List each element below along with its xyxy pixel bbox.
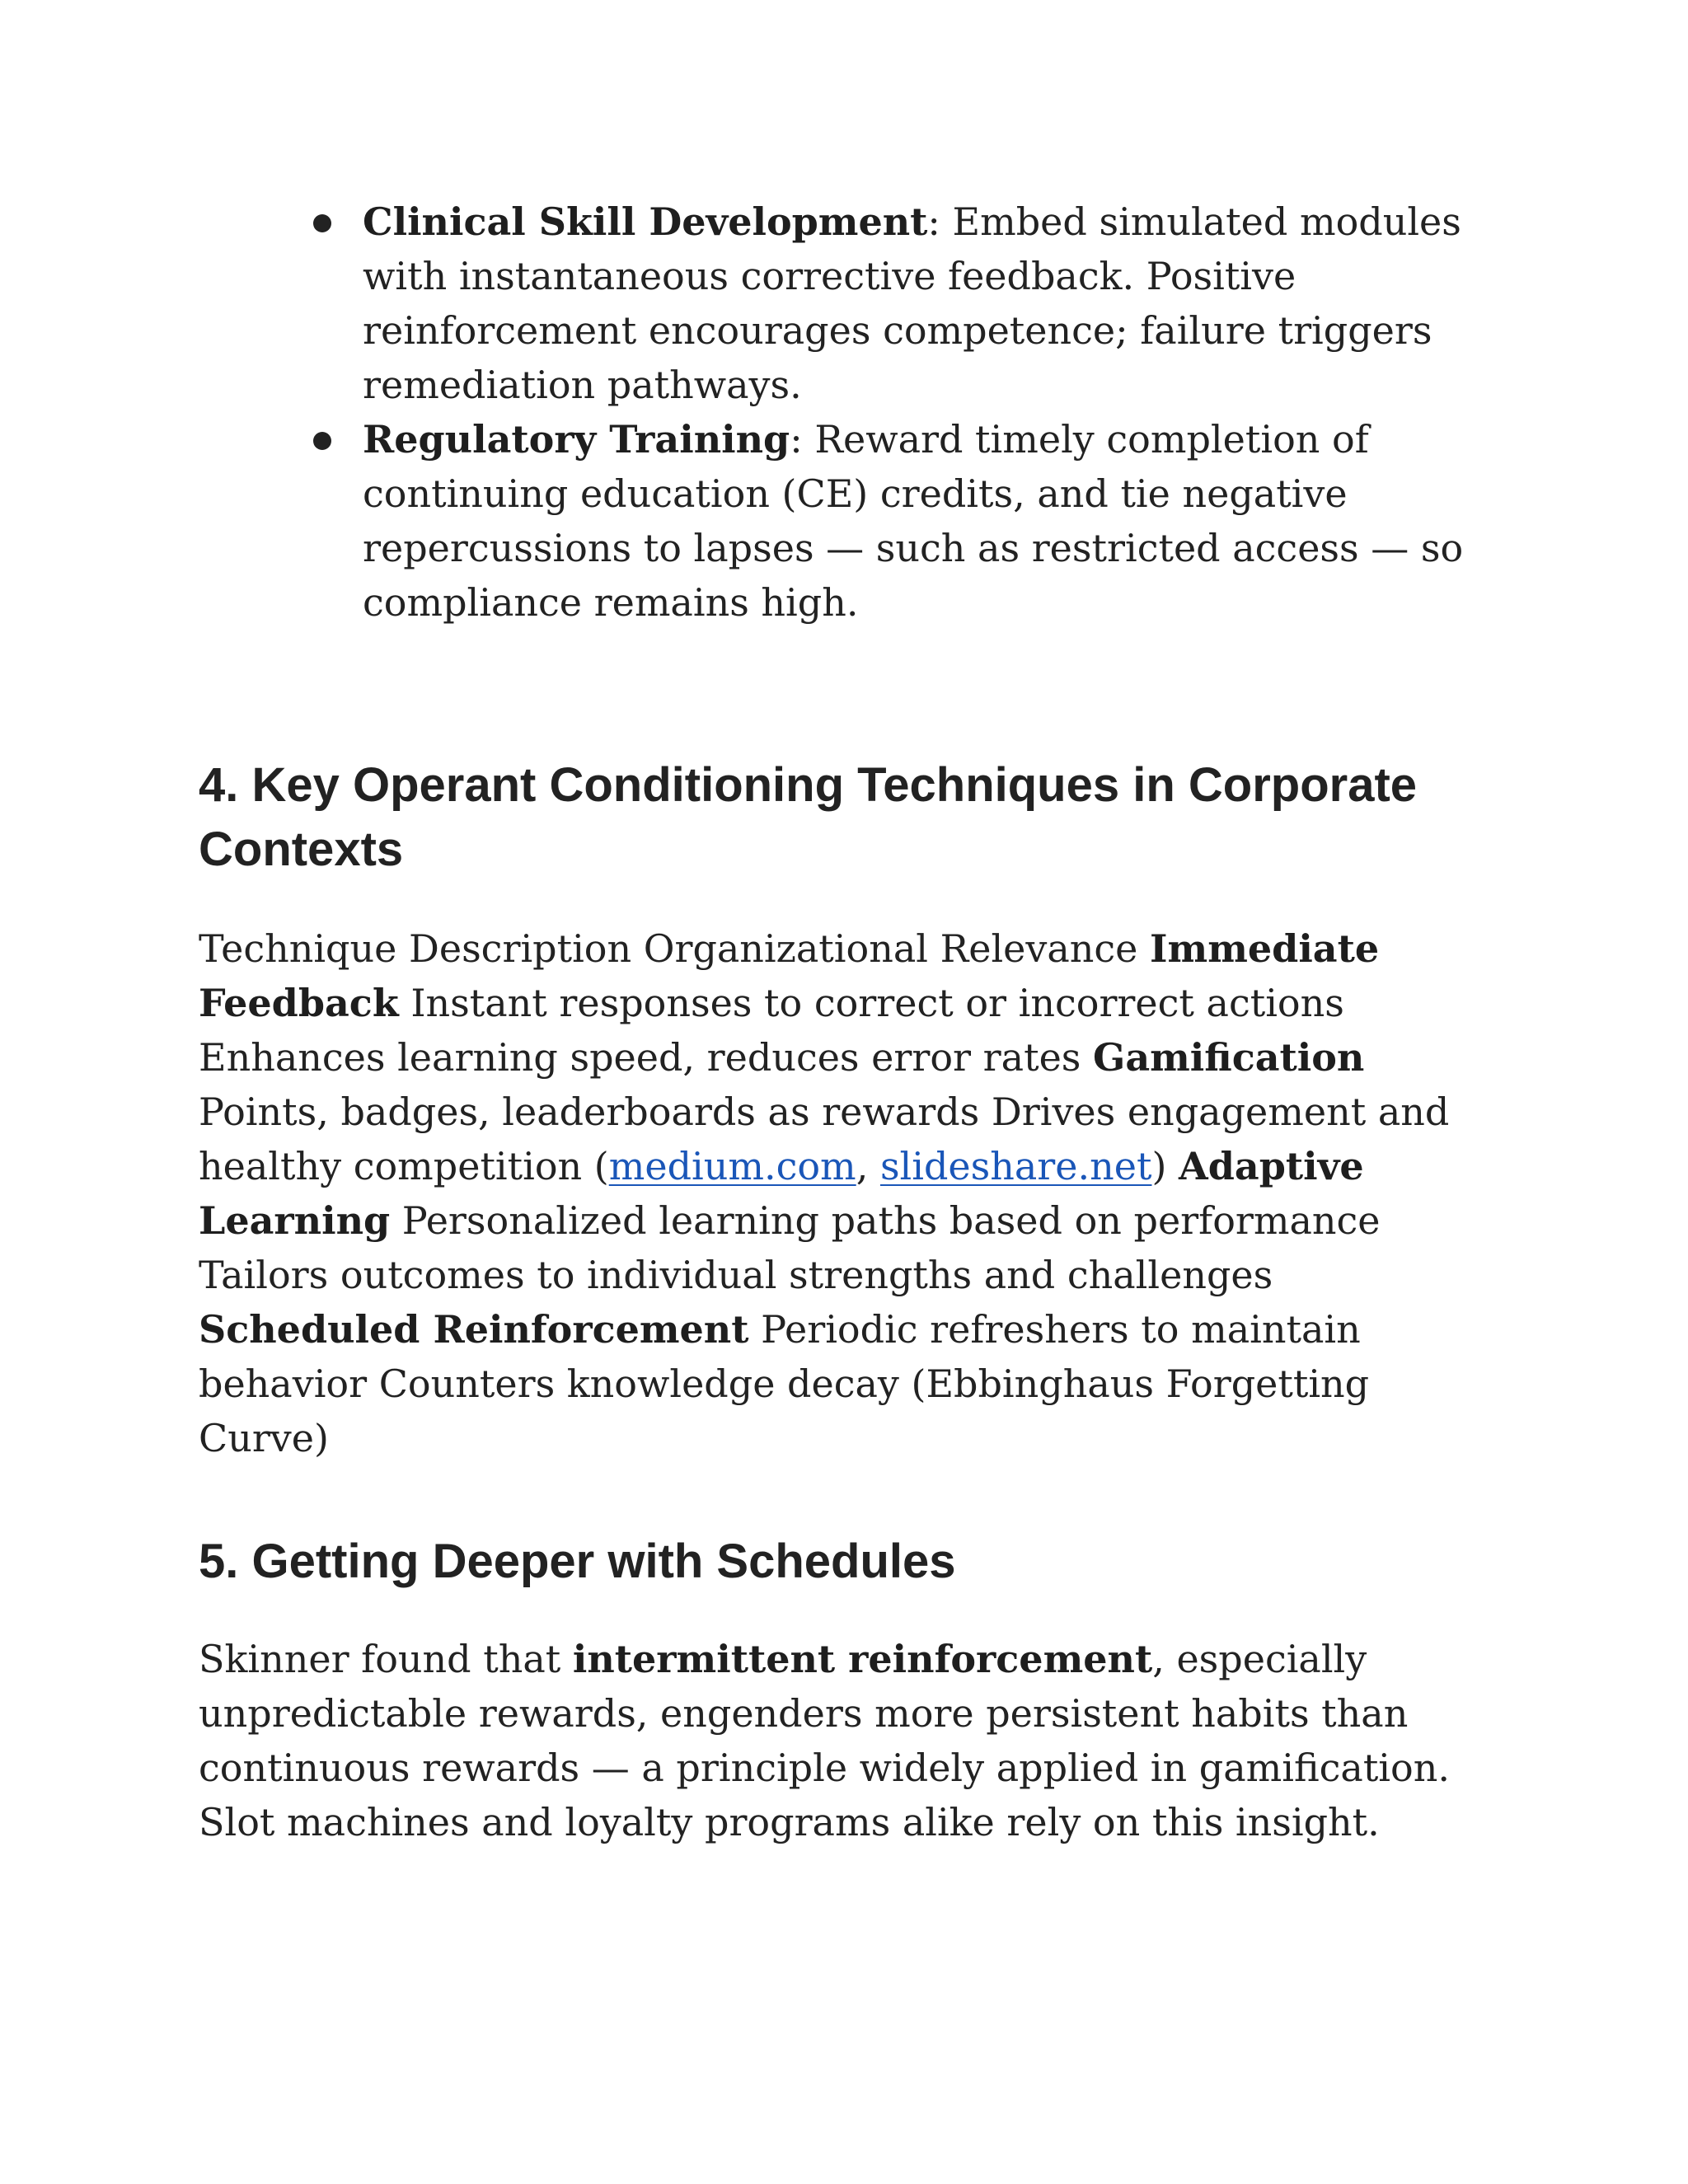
section-4-paragraph [199,921,1501,1465]
technique-term: Immediate Feedback [199,926,1380,1025]
technique-term: Gamification [1093,1035,1365,1080]
technique-text: Periodic refreshers to maintain behavior Counters knowledge decay (Ebbinghaus Forgetting Curve) [199,1307,1370,1460]
paragraph-text: , especially unpredictable rewards, engenders more persistent habits than continuous rewards — a principle widely applied in gamification. Slot machines and loyalty programs alike rely on this insight. [199,1637,1450,1844]
bullet-term: Clinical Skill Development [363,199,928,244]
technique-term: Scheduled Reinforcement [199,1307,749,1352]
link-separator: , [856,1144,880,1188]
citation-close: ) [1151,1144,1179,1188]
bullet-item-regulatory-training [312,412,1482,630]
bullet-text: : Embed simulated modules with instantaneous corrective feedback. Positive reinforcement encourages competence; failure triggers remediation pathways. [363,199,1461,407]
section-5-paragraph [199,1632,1501,1849]
technique-text: Instant responses to correct or incorrect actions Enhances learning speed, reduces error rates [199,981,1344,1080]
bullet-text: : Reward timely completion of continuing education (CE) credits, and tie negative repercussions to lapses — such as restricted access — so compliance remains high. [363,417,1464,625]
key-term: intermittent reinforcement [572,1637,1153,1681]
bullet-dot-icon [313,214,331,232]
bullet-dot-icon [313,432,331,450]
paragraph-lead: Skinner found that [199,1637,573,1681]
bullet-list [312,194,1482,630]
technique-text: Points, badges, leaderboards as rewards Drives engagement and healthy competition ( [199,1090,1450,1188]
slideshare-link[interactable]: slideshare.net [879,1144,1152,1188]
section-5-heading: 5. Getting Deeper with Schedules [199,1535,956,1588]
technique-term: Adaptive Learning [199,1144,1364,1243]
section-4-heading: 4. Key Operant Conditioning Techniques in Corporate Contexts [199,758,1418,876]
bullet-item-clinical-skill [312,194,1482,412]
bullet-term: Regulatory Training [363,417,790,462]
technique-text: Personalized learning paths based on performance Tailors outcomes to individual strengths and challenges [199,1198,1381,1297]
table-header-text: Technique Description Organizational Relevance [199,926,1151,971]
medium-link[interactable]: medium.com [608,1144,856,1188]
